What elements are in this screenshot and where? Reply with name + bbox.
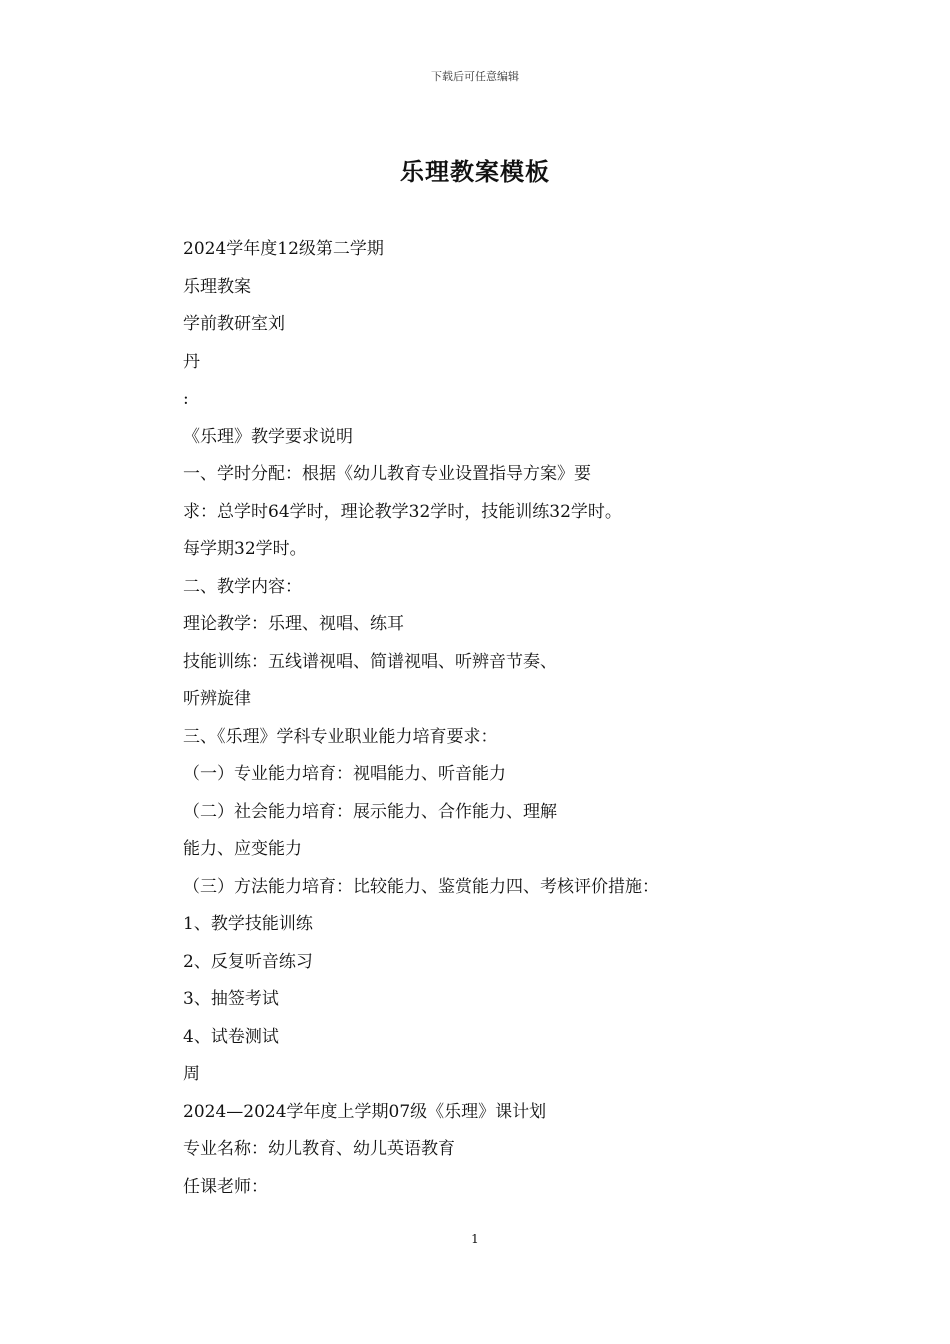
body-line: （一）专业能力培育：视唱能力、听音能力 — [183, 764, 506, 784]
body-line: 学前教研室刘 — [183, 314, 285, 334]
body-line: 乐理教案 — [183, 276, 251, 297]
page-number: 1 — [471, 1232, 479, 1246]
body-line: 2024学年度12级第二学期 — [183, 239, 384, 259]
body-line: 每学期32学时。 — [183, 539, 307, 559]
body-line: 任课老师： — [183, 1176, 268, 1197]
body-line: 2、反复听音练习 — [183, 951, 313, 972]
body-line: : — [183, 389, 189, 409]
body-line: （三）方法能力培育：比较能力、鉴赏能力四、考核评价措施： — [183, 876, 659, 897]
body-line: 三、《乐理》学科专业职业能力培育要求： — [183, 726, 498, 747]
body-line: 4、试卷测试 — [183, 1026, 279, 1047]
body-line: 二、教学内容： — [183, 576, 302, 597]
body-line: 3、抽签考试 — [183, 989, 279, 1009]
body-line: 一、学时分配：根据《幼儿教育专业设置指导方案》要 — [183, 464, 591, 484]
body-line: 1、教学技能训练 — [183, 914, 313, 934]
page-header: 下载后可任意编辑 — [431, 70, 519, 83]
body-line: 理论教学：乐理、视唱、练耳 — [183, 614, 404, 634]
body-line: 《乐理》教学要求说明 — [183, 426, 353, 447]
body-line: 2024—2024学年度上学期07级《乐理》课计划 — [183, 1101, 547, 1122]
body-line: 周 — [183, 1064, 200, 1084]
body-line: 丹 — [183, 351, 200, 372]
document-title: 乐理教案模板 — [400, 157, 550, 186]
body-line: （二）社会能力培育：展示能力、合作能力、理解 — [183, 801, 557, 822]
body-line: 能力、应变能力 — [183, 839, 302, 859]
body-line: 专业名称：幼儿教育、幼儿英语教育 — [183, 1139, 455, 1159]
body-line: 听辨旋律 — [183, 689, 251, 709]
document-body — [183, 234, 803, 1209]
body-line: 技能训练：五线谱视唱、简谱视唱、听辨音节奏、 — [183, 651, 557, 672]
body-line: 求：总学时64学时，理论教学32学时，技能训练32学时。 — [183, 501, 622, 522]
